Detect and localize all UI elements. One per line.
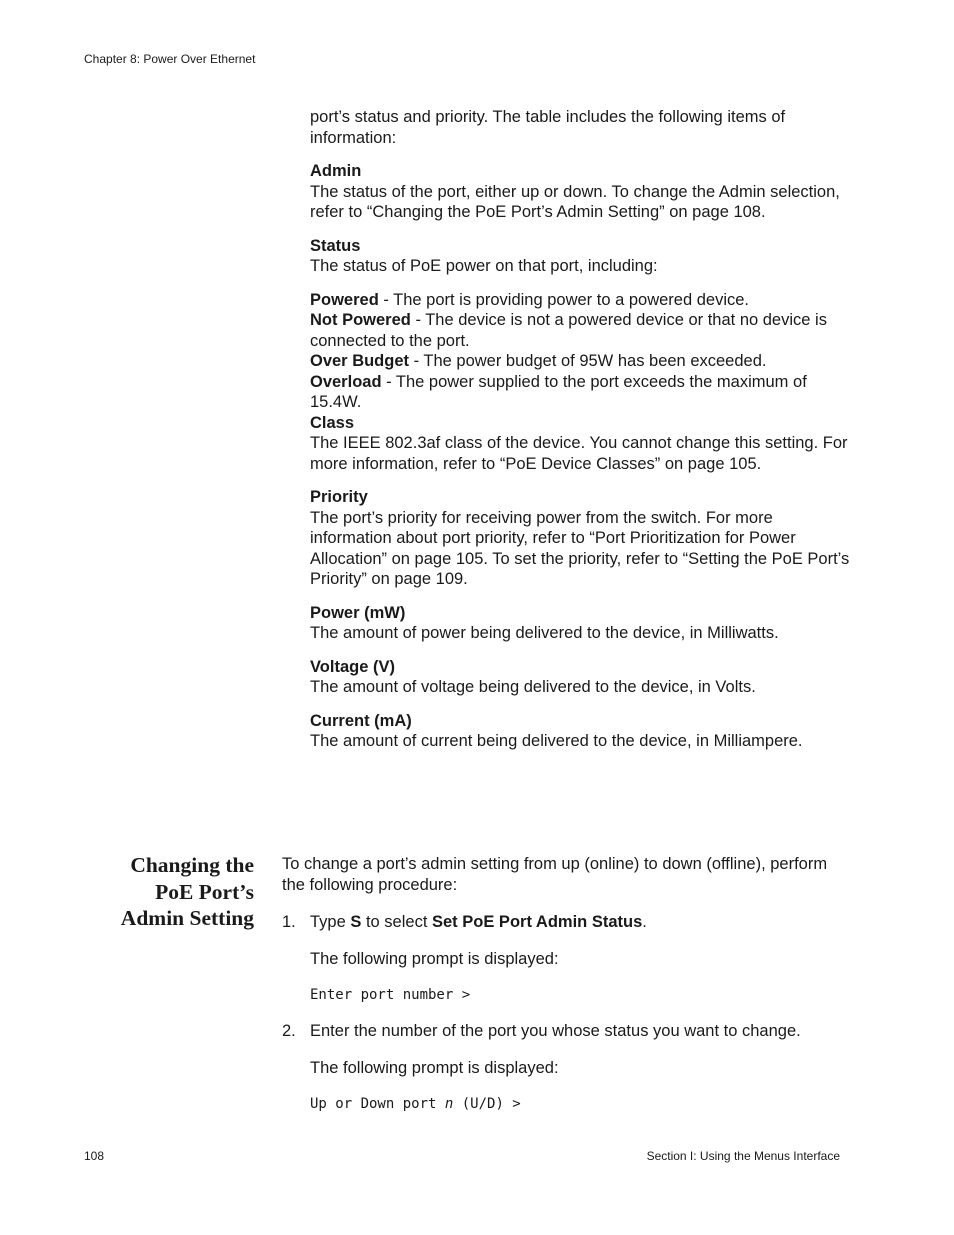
code-prompt — [282, 1094, 842, 1114]
term-class — [310, 413, 850, 475]
term-list — [310, 107, 850, 765]
running-header-chapter: Chapter 8: Power Over Ethernet — [84, 52, 256, 66]
section-heading-line: Changing the — [130, 853, 254, 877]
term-voltage — [310, 657, 850, 698]
status-item — [310, 310, 850, 351]
prompt-note: The following prompt is displayed: — [310, 1058, 559, 1077]
procedure — [282, 854, 842, 1114]
term-priority — [310, 487, 850, 590]
term-title: Class — [310, 413, 355, 432]
status-item-text: - The power budget of 95W has been exceeded. — [409, 352, 767, 370]
step-number: 2. — [282, 1022, 296, 1040]
procedure-step-2 — [282, 1021, 842, 1042]
term-status — [310, 236, 850, 277]
section-heading-line: PoE Port’s — [155, 879, 254, 904]
term-description: The amount of current being delivered to the device, in Milliampere. — [310, 732, 803, 750]
status-item-label: Not Powered — [310, 311, 411, 329]
status-item-label: Overload — [310, 372, 382, 391]
step-number: 1. — [282, 913, 296, 931]
page-number: 108 — [84, 1149, 105, 1163]
term-title: Status — [310, 236, 361, 255]
running-footer-section: Section I: Using the Menus Interface — [646, 1149, 840, 1163]
status-item — [310, 351, 850, 372]
section-heading-line: Admin Setting — [120, 906, 254, 930]
term-title: Power (mW) — [310, 603, 406, 622]
term-title: Current (mA) — [310, 711, 412, 730]
code-prompt: Enter port number > — [310, 987, 471, 1003]
term-description: The amount of power being delivered to the device, in Milliwatts. — [310, 624, 779, 642]
code-text: Up or Down port — [310, 1096, 445, 1112]
step-text: Type — [310, 913, 351, 931]
step-text: . — [642, 913, 647, 931]
key-letter: S — [350, 913, 362, 931]
status-item-label: Over Budget — [310, 352, 410, 370]
term-title: Voltage (V) — [310, 657, 395, 676]
prompt-note: The following prompt is displayed: — [310, 949, 559, 968]
status-item — [310, 290, 850, 311]
term-description: The IEEE 802.3af class of the device. You cannot change this setting. For more information, refer to “PoE Device Classes” on page 105. — [310, 434, 848, 473]
procedure-intro: To change a port’s admin setting from up (online) to down (offline), perform the following procedure: — [282, 855, 828, 894]
procedure-step-1 — [282, 912, 842, 933]
term-title: Admin — [310, 162, 362, 180]
term-admin — [310, 161, 850, 223]
status-item-label: Powered — [310, 290, 379, 309]
status-item-text: - The power supplied to the port exceeds the maximum of 15.4W. — [310, 372, 807, 411]
step-text: to select — [361, 913, 432, 931]
menu-option-name: Set PoE Port Admin Status — [432, 913, 643, 931]
term-power — [310, 603, 850, 644]
term-description: The port’s priority for receiving power from the switch. For more information about port priority, refer to “Port Prioritization for Power Allocation” on page 105. To set the priority, refer to “Setting the PoE Port’s Priority” on page 109. — [310, 508, 850, 588]
term-title: Priority — [310, 488, 368, 506]
code-text: (U/D) > — [453, 1096, 521, 1112]
status-item-text: - The port is providing power to a powered device. — [378, 290, 750, 309]
step-text: Enter the number of the port you whose status you want to change. — [310, 1022, 801, 1040]
status-item — [310, 372, 850, 413]
term-description: The amount of voltage being delivered to the device, in Volts. — [310, 678, 756, 696]
section-heading — [90, 852, 254, 932]
code-variable: n — [444, 1096, 454, 1112]
term-current — [310, 711, 850, 752]
intro-paragraph: port’s status and priority. The table includes the following items of information: — [310, 108, 786, 147]
term-description: The status of the port, either up or down. To change the Admin selection, refer to “Changing the PoE Port’s Admin Setting” on page 108. — [310, 182, 840, 221]
term-description: The status of PoE power on that port, including: — [310, 257, 658, 275]
status-item-text: - The device is not a powered device or that no device is connected to the port. — [310, 311, 827, 350]
